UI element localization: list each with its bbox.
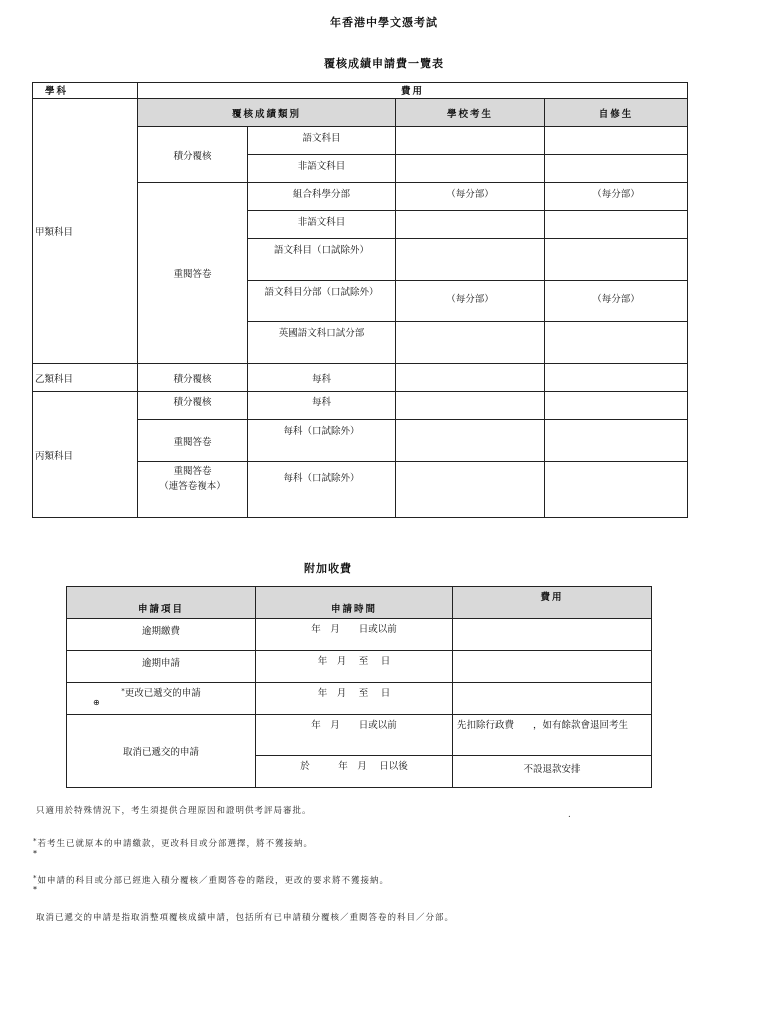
fee-cell bbox=[396, 392, 545, 420]
header-school-candidate: 學校考生 bbox=[396, 99, 545, 127]
header-extra-fee: 費用 bbox=[453, 587, 652, 619]
late-application-label: 逾期申請 bbox=[67, 651, 256, 683]
cancel-time-after: 於 年 月 日以後 bbox=[256, 756, 453, 788]
header-private-candidate: 自修生 bbox=[545, 99, 688, 127]
cancel-fee-deduct: 先扣除行政費 ，如有餘款會退回考生 bbox=[453, 715, 652, 756]
c-remark-copy-line2: （連答卷複本） bbox=[159, 481, 226, 492]
c-remark-copy-line1: 重閱答卷 bbox=[173, 466, 212, 477]
c-per-subject: 每科 bbox=[248, 392, 396, 420]
fee-cell bbox=[545, 239, 688, 281]
a-remark-lang-part: 語文科目分部（口試除外） bbox=[248, 281, 396, 322]
fee-cell bbox=[396, 322, 545, 364]
group-a-label: 甲類科目 bbox=[33, 99, 138, 364]
note-2-star: * bbox=[33, 837, 38, 845]
fee-cell bbox=[545, 364, 688, 392]
late-application-time: 年 月 至 日 bbox=[256, 651, 453, 683]
fee-cell bbox=[396, 364, 545, 392]
header-item: 申請項目 bbox=[67, 587, 256, 619]
note-3-star: * bbox=[33, 874, 38, 882]
fee-cell bbox=[545, 155, 688, 183]
a-english-oral: 英國語文科口試分部 bbox=[248, 322, 396, 364]
fee-cell bbox=[545, 211, 688, 239]
per-part-private: （每分部） bbox=[545, 281, 688, 322]
fee-cell bbox=[545, 462, 688, 518]
fee-cell bbox=[396, 155, 545, 183]
group-c-label: 丙類科目 bbox=[33, 392, 138, 518]
extra-fees-title: 附加收費 bbox=[304, 562, 352, 575]
c-remark-per-subject: 每科（口試除外） bbox=[248, 420, 396, 462]
fee-cell bbox=[396, 420, 545, 462]
fee-cell bbox=[545, 420, 688, 462]
change-submitted-label: 更改已遞交的申請 bbox=[124, 688, 201, 699]
b-per-subject: 每科 bbox=[248, 364, 396, 392]
extra-fees-table bbox=[66, 586, 652, 788]
a-remark-non-lang: 非語文科目 bbox=[248, 211, 396, 239]
per-part-private: （每分部） bbox=[545, 183, 688, 211]
note-2-wrap bbox=[33, 837, 313, 849]
note-2: 若考生已就原本的申請繳款，更改科目或分部選擇，將不獲接納。 bbox=[37, 839, 314, 849]
a-remark-lang-excl-oral: 語文科目（口試除外） bbox=[248, 239, 396, 281]
change-submitted-cell bbox=[67, 683, 256, 715]
exam-title: 年香港中學文憑考試 bbox=[330, 16, 438, 29]
circle-mark: ⊕ bbox=[93, 698, 100, 707]
note-3-wrap bbox=[33, 874, 389, 886]
fee-table bbox=[32, 82, 688, 518]
per-part-school: （每分部） bbox=[396, 281, 545, 322]
change-submitted-label-wrap bbox=[67, 683, 255, 699]
header-fee: 費用 bbox=[138, 83, 688, 99]
table-title: 覆核成績申請費一覽表 bbox=[324, 57, 444, 70]
note-dot: . bbox=[568, 810, 572, 820]
c-remark-copy-label bbox=[138, 462, 248, 518]
c-remark-label: 重閱答卷 bbox=[138, 420, 248, 462]
a-remark-label: 重閱答卷 bbox=[138, 183, 248, 364]
star-mark: * bbox=[121, 687, 125, 695]
fee-cell bbox=[453, 683, 652, 715]
late-payment-label: 逾期繳費 bbox=[67, 619, 256, 651]
fee-cell bbox=[396, 462, 545, 518]
fee-cell bbox=[545, 392, 688, 420]
cancel-submitted-label: 取消已遞交的申請 bbox=[67, 715, 256, 788]
late-payment-time: 年 月 日或以前 bbox=[256, 619, 453, 651]
per-part-school: （每分部） bbox=[396, 183, 545, 211]
fee-cell bbox=[396, 211, 545, 239]
fee-cell bbox=[545, 127, 688, 155]
c-recheck-label: 積分覆核 bbox=[138, 392, 248, 420]
header-category: 覆核成績類別 bbox=[138, 99, 396, 127]
group-b-label: 乙類科目 bbox=[33, 364, 138, 392]
fee-cell bbox=[453, 651, 652, 683]
note-1: 只適用於特殊情況下，考生須提供合理原因和證明供考評局審批。 bbox=[36, 806, 312, 816]
fee-cell bbox=[453, 619, 652, 651]
a-recheck-label: 積分覆核 bbox=[138, 127, 248, 183]
fee-cell bbox=[396, 127, 545, 155]
fee-cell bbox=[545, 322, 688, 364]
a-recheck-lang: 語文科目 bbox=[248, 127, 396, 155]
note-3-mark: * bbox=[33, 885, 37, 894]
note-4: 取消已遞交的申請是指取消整項覆核成績申請，包括所有已申請積分覆核／重閱答卷的科目／分部。 bbox=[36, 913, 455, 923]
fee-cell bbox=[396, 239, 545, 281]
a-recheck-non-lang: 非語文科目 bbox=[248, 155, 396, 183]
change-submitted-time: 年 月 至 日 bbox=[256, 683, 453, 715]
header-subject: 學科 bbox=[33, 83, 138, 99]
c-remark-copy-per-subject: 每科（口試除外） bbox=[248, 462, 396, 518]
note-2-mark: * bbox=[33, 849, 37, 858]
note-3: 如申請的科目或分部已經進入積分覆核／重閱答卷的階段，更改的要求將不獲接納。 bbox=[37, 876, 390, 886]
b-recheck-label: 積分覆核 bbox=[138, 364, 248, 392]
cancel-fee-no-refund: 不設退款安排 bbox=[453, 756, 652, 788]
a-combined-science: 組合科學分部 bbox=[248, 183, 396, 211]
cancel-time-before: 年 月 日或以前 bbox=[256, 715, 453, 756]
header-time: 申請時間 bbox=[256, 587, 453, 619]
